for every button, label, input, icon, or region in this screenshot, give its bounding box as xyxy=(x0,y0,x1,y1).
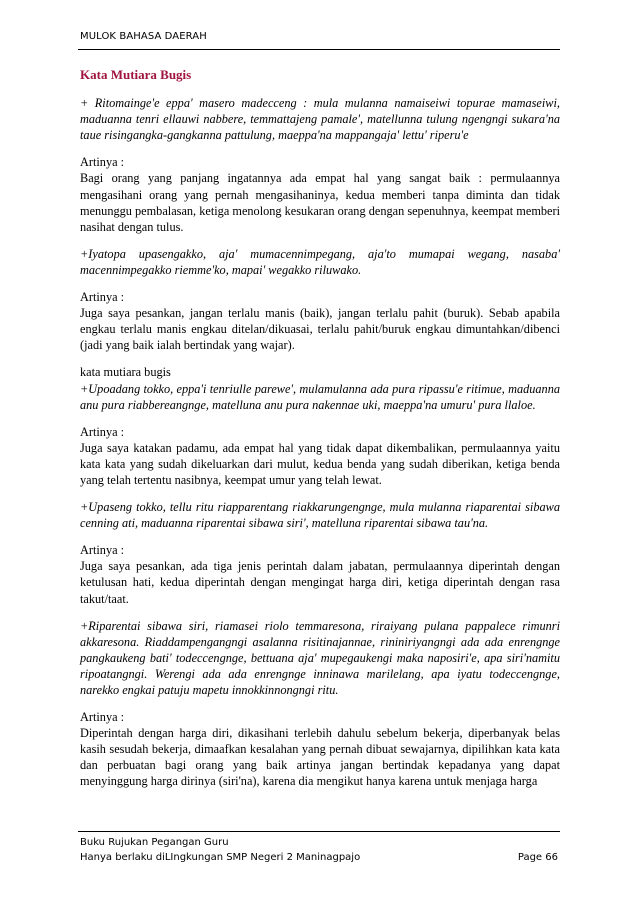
proverb-block-3 xyxy=(80,364,560,412)
translation-block-2 xyxy=(80,289,560,353)
page-number: Page 66 xyxy=(517,852,558,863)
header-divider xyxy=(78,49,560,50)
artinya-label: Artinya : xyxy=(80,710,125,725)
bugis-text: +Iyatopa upasengakko, aja' mumacennimpegang, aja'to mumapai wegang, nasaba' macennimpegakko riemme'ko, mapai' wegakko riluwako. xyxy=(80,246,560,277)
bugis-text: +Upaseng tokko, tellu ritu riapparentang riakkarungengnge, mula mulanna riaparentai sibawa cenning ati, maduanna riparentai sibawa siri', matelluna riparentai sibawa tau'na. xyxy=(80,500,560,531)
artinya-label: Artinya : xyxy=(80,155,125,170)
proverb-block-2 xyxy=(80,246,560,278)
bugis-text: +Riparentai sibawa siri, riamasei riolo temmaresona, riraiyang pulana pappalece rimunri akkaresona. Riaddampengangngi asalanna risitinajannae, rininiriyangngi ada ada enrengnge pangkaukeng bati' todeccengnge, bettuana aja' mupegaukengi maka naposiri'e, apa siri'namitu ripoatangngi. Werengi ada ada enrengnge inninawa marilelang, apa iyatu todeccengnge, narekko engkai patuju mapetu innokkinnongngi ritu. xyxy=(80,618,560,697)
translation-text: Juga saya pesankan, ada tiga jenis perintah dalam jabatan, permulaannya diperintah dengan ketulusan hati, kedua diperintah dengan mengingat harga diri, ketiga diperintah dengan rasa takut/taat. xyxy=(80,559,560,606)
translation-text: Juga saya pesankan, jangan terlalu manis (baik), jangan terlalu pahit (buruk). Sebab apabila engkau terlalu manis engkau ditelan/dikuasai, terlalu pahit/buruk engkau dimuntahkan/dibenci (jadi yang baik ialah bertindak yang wajar). xyxy=(80,306,560,353)
translation-text: Bagi orang yang panjang ingatannya ada empat hal yang sangat baik : permulaannya mengasihani orang yang pernah mengasihaninya, kedua memberi tanpa diminta dan tidak menunggu pembalasan, ketiga menolong kesukaran orang dengan sepenuhnya, keempat memberi nasihat dengan tulus. xyxy=(80,171,560,234)
bugis-text: +Upoadang tokko, eppa'i tenriulle parewe', mulamulanna ada pura ripassu'e ritimue, maduanna anu pura riabbereangnge, matelluna anu pura nakennae uki, maeppa'na umuru' pura llaloe. xyxy=(80,381,560,412)
running-footer xyxy=(80,835,558,865)
bugis-text: + Ritomainge'e eppa' masero madecceng : mula mulanna namaiseiwi topurae mamaseiwi, maduanna tenri ellauwi nabbere, temmattajeng pamale', matellunna tulung ngengngi sukara'na taue risingangka-gangkanna pattulung, maeppa'na mappangaja' lettu' riperu'e xyxy=(80,96,560,143)
translation-block-1 xyxy=(80,154,560,234)
translation-block-5 xyxy=(80,709,560,789)
footer-line-2: Hanya berlaku diLIngkungan SMP Negeri 2 Maninagpajo xyxy=(80,852,361,863)
page-body xyxy=(80,67,560,801)
translation-block-3 xyxy=(80,424,560,488)
subheading-text: kata mutiara bugis xyxy=(80,365,171,380)
running-header: MULOK BAHASA DAERAH xyxy=(80,31,207,42)
translation-block-4 xyxy=(80,542,560,606)
translation-text: Juga saya katakan padamu, ada empat hal yang tidak dapat dikembalikan, permulaannya yaitu kata kata yang sudah dikeluarkan dari mulut, kedua benda yang sudah diberikan, ketiga benda yang telah tertentu nasibnya, keempat umur yang telah lewat. xyxy=(80,440,560,487)
artinya-label: Artinya : xyxy=(80,543,125,558)
proverb-block-4 xyxy=(80,499,560,531)
footer-divider xyxy=(78,831,560,832)
section-title: Kata Mutiara Bugis xyxy=(80,67,192,82)
artinya-label: Artinya : xyxy=(80,290,125,305)
proverb-block-5 xyxy=(80,618,560,698)
footer-line-1: Buku Rujukan Pegangan Guru xyxy=(80,837,229,848)
proverb-block-1 xyxy=(80,95,560,143)
translation-text: Diperintah dengan harga diri, dikasihani terlebih dahulu sebelum bekerja, diperbanyak belas kasih sesudah bekerja, dimaafkan kesalahan yang pernah dibuat sewajarnya, dipilihkan kata kata dan perbuatan bagi orang yang baik artinya jangan bertindak kepadanya yang dapat menyinggung harga dirinya (siri'na), karena dia mengikut hanya karena untuk menjaga harga xyxy=(80,726,560,789)
footer-line-2-row xyxy=(80,850,558,865)
artinya-label: Artinya : xyxy=(80,424,125,439)
